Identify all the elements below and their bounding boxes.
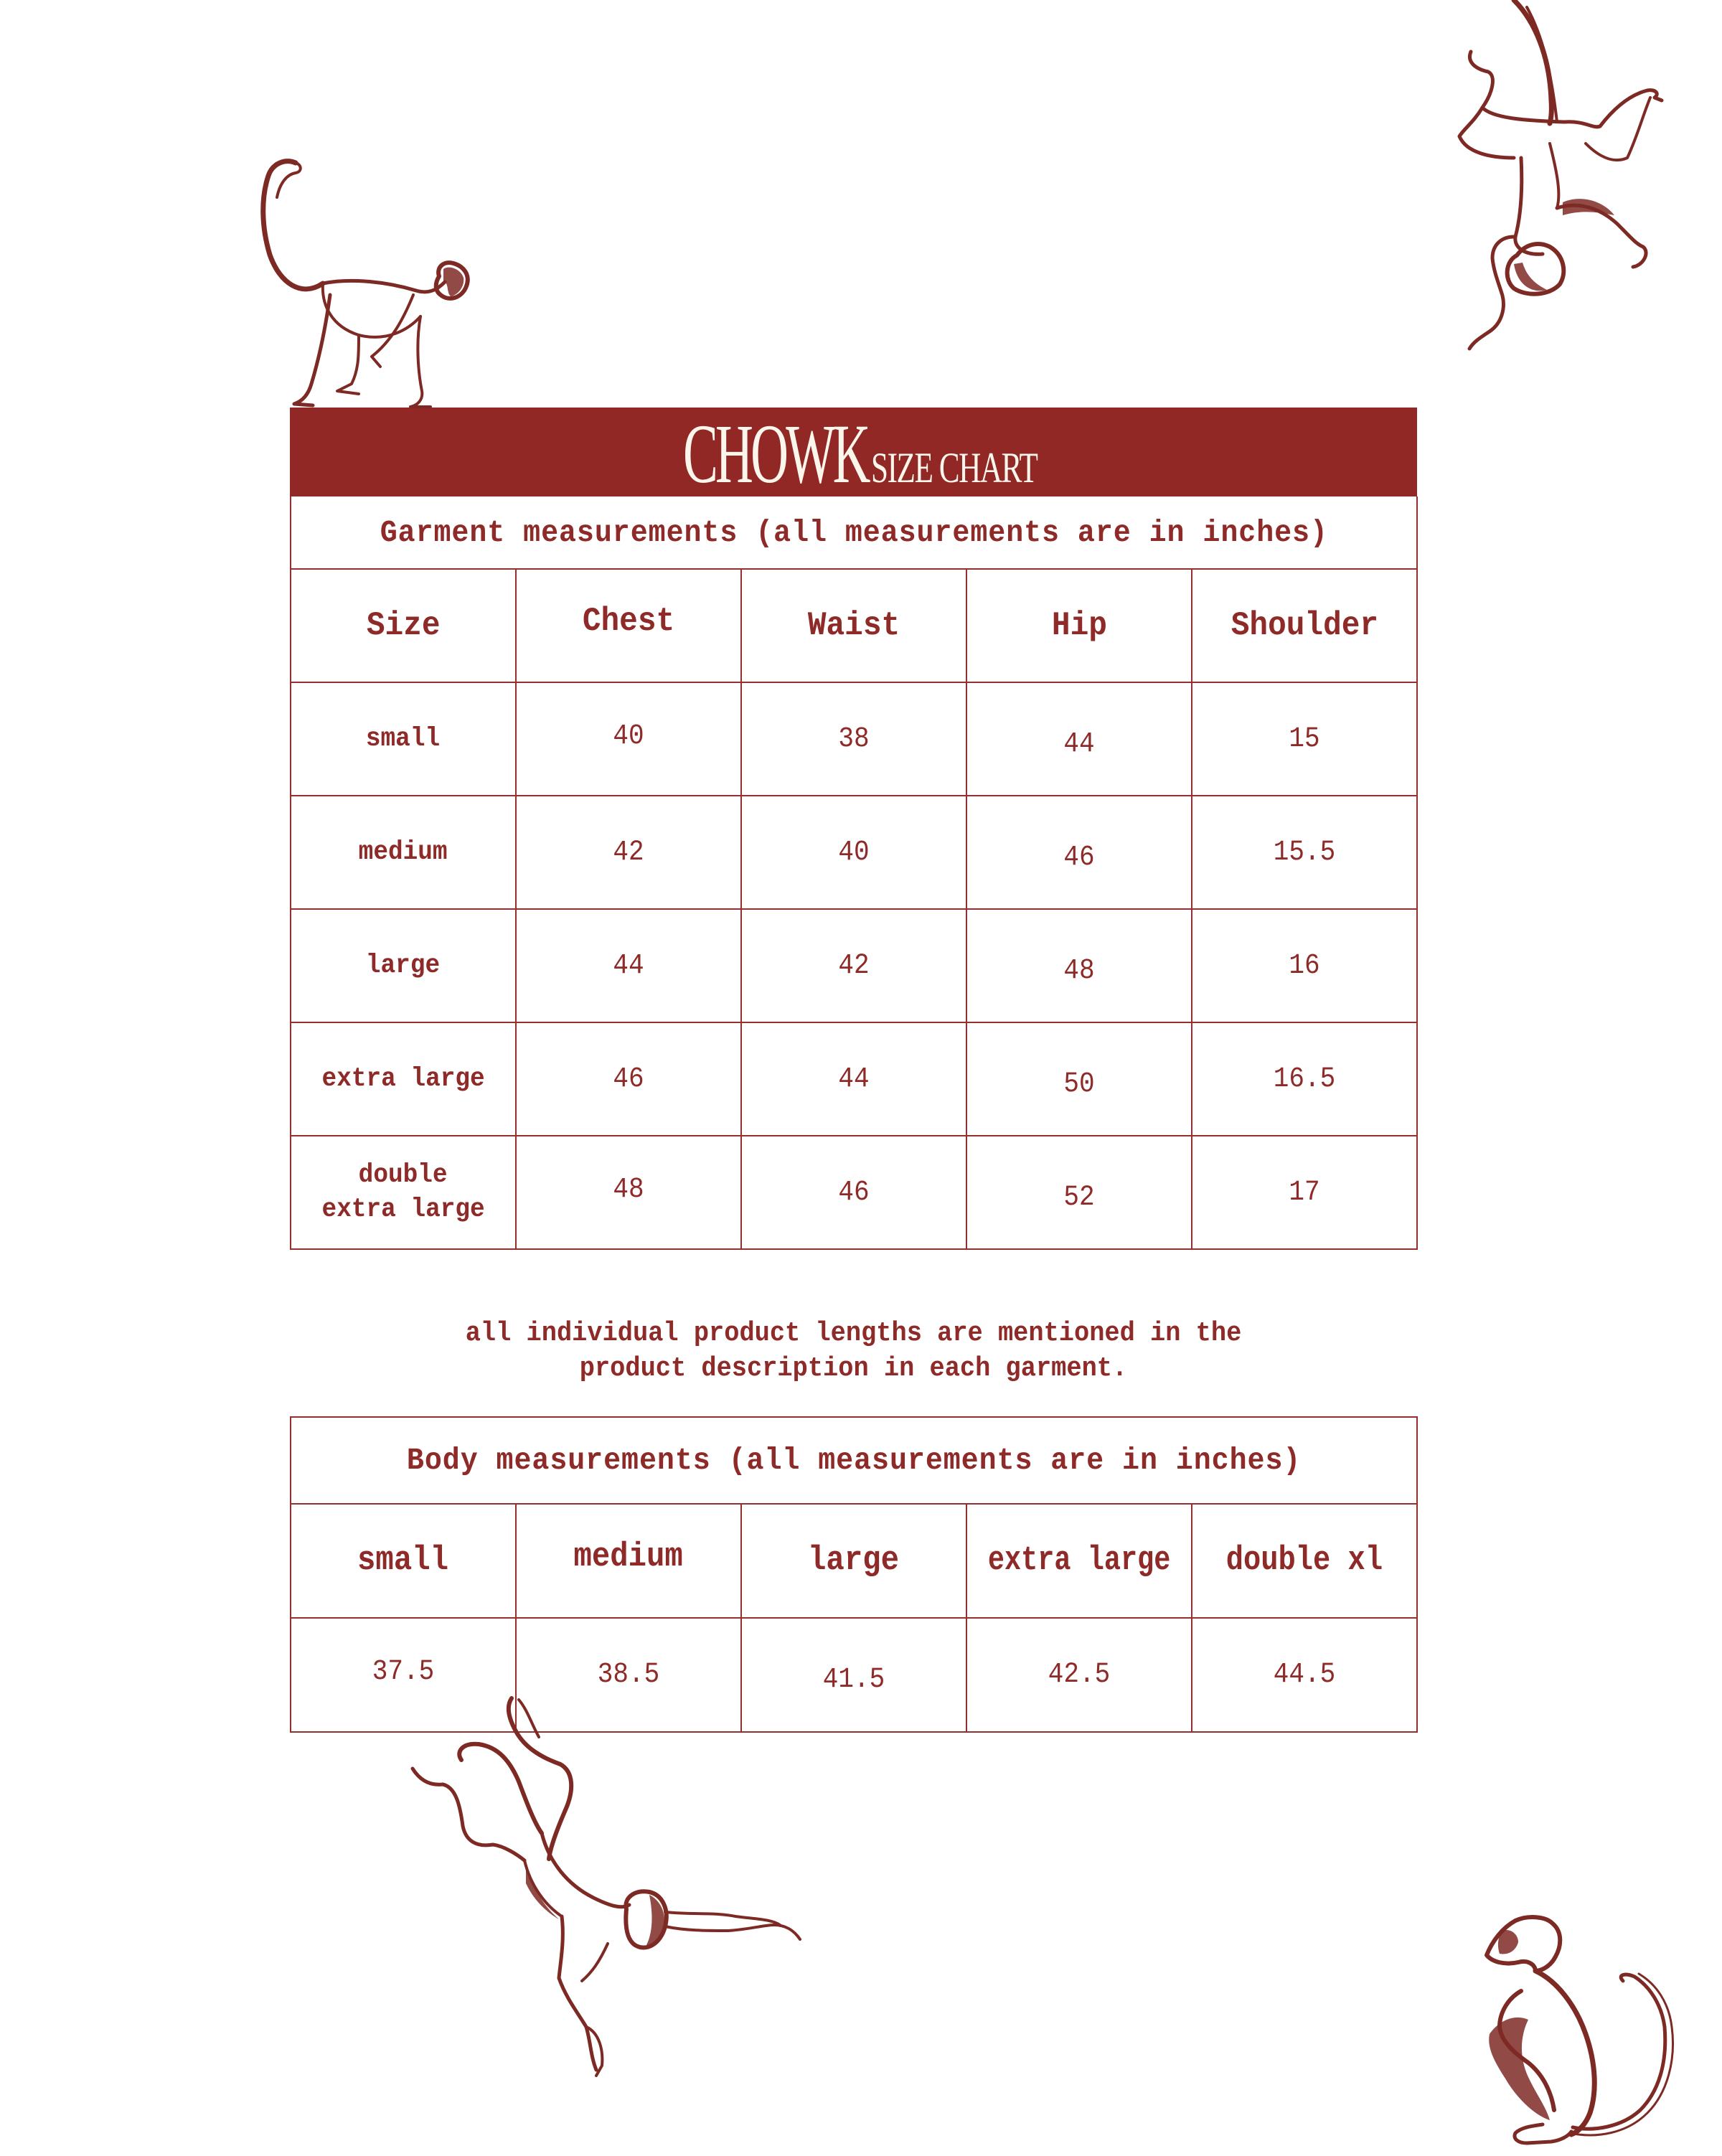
brand-subtitle: SIZE CHART [870,444,1038,491]
hanging-monkey-illustration [1442,0,1672,352]
column-header-waist: Waist [741,569,966,682]
size-label: small [291,682,516,796]
column-header-small: small [291,1504,516,1618]
garment-table-title-row [291,496,1417,569]
body-measurements-table [290,1416,1418,1733]
table-row [291,909,1417,1022]
shoulder-value: 15.5 [1192,796,1417,909]
brand-title [656,407,1051,501]
monkey-icon [1442,0,1672,352]
table-row [291,1618,1417,1732]
walking-monkey-illustration [251,154,488,413]
garment-measurements-table [290,496,1418,1250]
hip-value: 52 [966,1136,1192,1249]
column-header-hip: Hip [966,569,1192,682]
chest-value: 48 [516,1136,741,1249]
product-length-note [290,1316,1416,1386]
hip-value: 48 [966,909,1192,1022]
table-row [291,682,1417,796]
size-label: medium [291,796,516,909]
brand-name: CHOWK [682,407,868,501]
body-value-double-xl: 44.5 [1192,1618,1417,1732]
waist-value: 38 [741,682,966,796]
column-header-extra-large: extra large [966,1504,1192,1618]
hip-value: 50 [966,1022,1192,1136]
body-table-header-row [291,1504,1417,1618]
leaping-monkey-illustration [398,1697,829,2099]
garment-table-title: Garment measurements (all measurements are in inches) [291,496,1417,569]
body-value-extra-large: 42.5 [966,1618,1192,1732]
monkey-icon [1471,1912,1686,2152]
column-header-size: Size [291,569,516,682]
chest-value: 40 [516,682,741,796]
column-header-medium: medium [516,1504,741,1618]
note-line-2: product description in each garment. [579,1353,1127,1384]
sitting-monkey-illustration [1471,1912,1686,2152]
column-header-shoulder: Shoulder [1192,569,1417,682]
monkey-icon [251,154,488,413]
body-value-large: 41.5 [741,1618,966,1732]
size-label: extra large [291,1022,516,1136]
body-value-small: 37.5 [291,1618,516,1732]
waist-value: 42 [741,909,966,1022]
column-header-large: large [741,1504,966,1618]
size-label: double extra large [291,1136,516,1249]
body-table-title: Body measurements (all measurements are in inches) [291,1417,1417,1504]
garment-table-header-row [291,569,1417,682]
monkey-icon [398,1697,829,2099]
table-row [291,1022,1417,1136]
shoulder-value: 16.5 [1192,1022,1417,1136]
column-header-chest: Chest [516,569,741,682]
table-row [291,1136,1417,1249]
size-label: large [291,909,516,1022]
waist-value: 40 [741,796,966,909]
shoulder-value: 17 [1192,1136,1417,1249]
shoulder-value: 15 [1192,682,1417,796]
waist-value: 46 [741,1136,966,1249]
body-table-title-row [291,1417,1417,1504]
table-row [291,796,1417,909]
hip-value: 44 [966,682,1192,796]
waist-value: 44 [741,1022,966,1136]
chest-value: 44 [516,909,741,1022]
chest-value: 42 [516,796,741,909]
note-line-1: all individual product lengths are mentioned in the [465,1318,1241,1349]
shoulder-value: 16 [1192,909,1417,1022]
chest-value: 46 [516,1022,741,1136]
hip-value: 46 [966,796,1192,909]
body-value-medium: 38.5 [516,1618,741,1732]
column-header-double-xl: double xl [1192,1504,1417,1618]
brand-header-bar [290,407,1417,501]
